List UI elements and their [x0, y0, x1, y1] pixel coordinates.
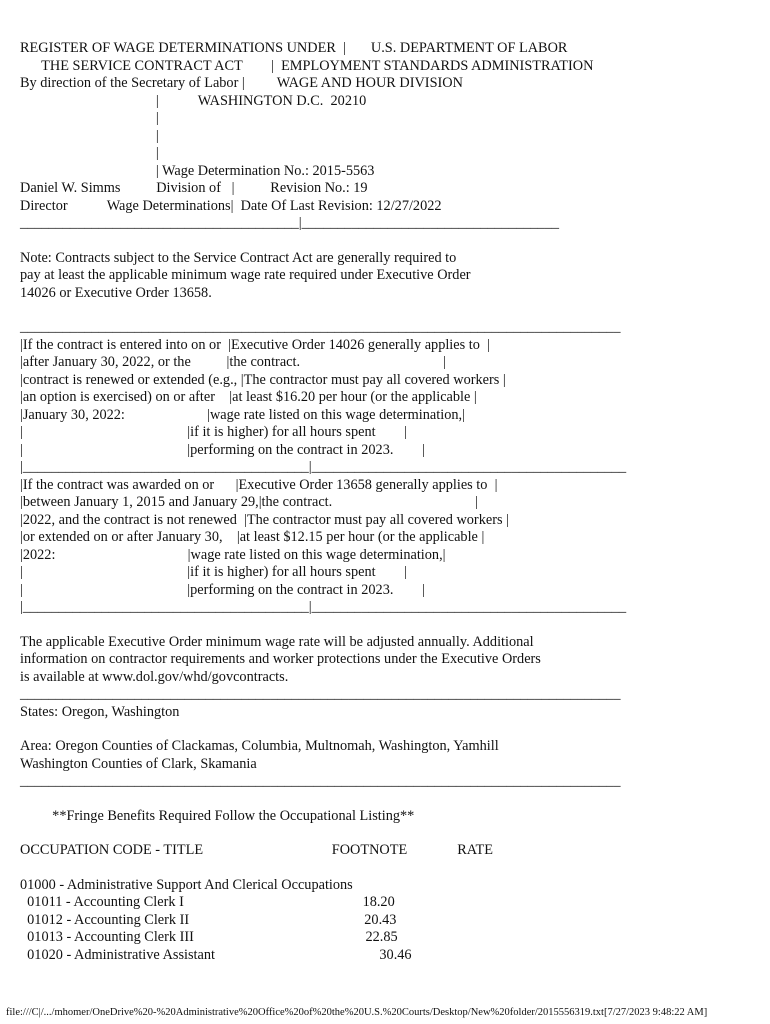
minimum-wage-adjustment-note: The applicable Executive Order minimum wage rate will be adjusted annually. Additional information on contractor requirements and worker protections under the Executive Orders is available at www.dol.gov/whd/govcontracts. ____________________________________________________________________________________ — [20, 633, 621, 702]
executive-order-table: ____________________________________________________________________________________ |If the contract is entered into on or |Executive Order 14026 generally applies to | |after January 30, 2022, or the |the contract. | |contract is renewed or extended (e.g., |The contractor must pay all covered workers | |an option is exercised) on or after |at least $16.20 per hour (or the applicable | |January 30, 2022: |wage rate listed on this wage determination,| | |if it is higher) for all hours spent | | |performing on the contract in 2023. | |________________________________________|____________________________________________ |If the contract was awarded on or |Executive Order 13658 generally applies to | |between January 1, 2015 and January 29,|the contract. | |2022, and the contract is not renewed |The contractor must pay all covered workers | |or extended on or after January 30, |at least $12.15 per hour (or the applicable | |2022: |wage rate listed on this wage determination,| | |if it is higher) for all hours spent | | |performing on the contract in 2023. | |________________________________________|____________________________________________ — [20, 319, 627, 615]
wage-determination-document — [20, 40, 740, 964]
service-contract-note: Note: Contracts subject to the Service Contract Act are generally required to pay at least the applicable minimum wage rate required under Executive Order 14026 or Executive Order 13658. — [20, 249, 471, 301]
area-counties: Area: Oregon Counties of Clackamas, Columbia, Multnomah, Washington, Yamhill Washington Counties of Clark, Skamania ____________________________________________________________________________________ — [20, 738, 621, 789]
file-path-footer: file:///C|/.../mhomer/OneDrive%20-%20Administrative%20Office%20of%20the%20U.S.%20Courts/Desktop/New%20folder/2015556319.txt[7/27/2023 9:48:22 AM] — [6, 1007, 708, 1018]
occupation-list: 01000 - Administrative Support And Clerical Occupations 01011 - Accounting Clerk I 18.20 01012 - Accounting Clerk II 20.43 01013 - Accounting Clerk III 22.85 01020 - Administrative Assistant 30.46 — [20, 876, 412, 963]
document-header: REGISTER OF WAGE DETERMINATIONS UNDER | U.S. DEPARTMENT OF LABOR THE SERVICE CONTRACT ACT | EMPLOYMENT STANDARDS ADMINISTRATION By direction of the Secretary of Labor | WAGE AND HOUR DIVISION | WASHINGTON D.C. 20210 | | | | Wage Determination No.: 2015-5563 Daniel W. Simms Division of | Revision No.: 19 Director Wage Determinations| Date Of Last Revision: 12/27/2022 _______________________________________|____________________________________ — [20, 40, 594, 231]
occupation-table-header: OCCUPATION CODE - TITLE FOOTNOTE RATE — [20, 842, 493, 858]
fringe-benefits-note: **Fringe Benefits Required Follow the Occupational Listing** — [20, 807, 415, 824]
states-line: States: Oregon, Washington — [20, 703, 180, 720]
